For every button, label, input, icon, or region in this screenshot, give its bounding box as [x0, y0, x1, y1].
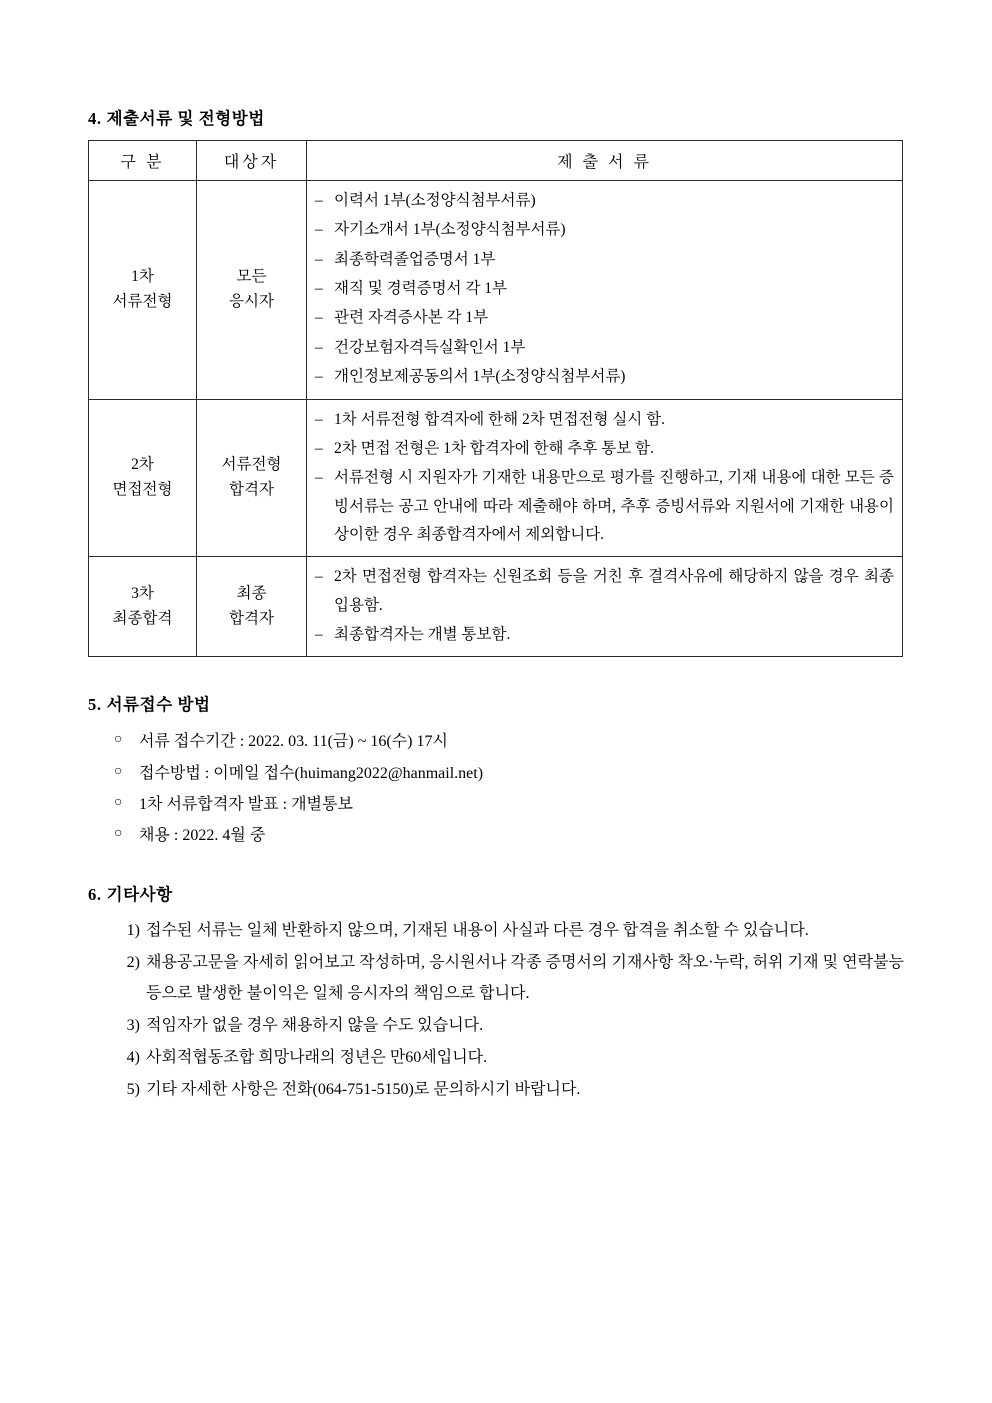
item-text: 채용공고문을 자세히 읽어보고 작성하며, 응시원서나 각종 증명서의 기재사항 착오·누락, 허위 기재 및 연락불능 등으로 발생한 불이익은 일체 응시자의 책임으로 합니다.	[146, 954, 904, 1002]
table-row	[89, 399, 903, 557]
cell-documents-stage3	[307, 557, 903, 657]
list-item: ○ 접수방법 : 이메일 접수(huimang2022@hanmail.net)	[114, 758, 904, 789]
item-text: 사회적협동조합 희망나래의 정년은 만60세입니다.	[146, 1048, 488, 1066]
cell-documents-stage1	[307, 181, 903, 400]
document-list-stage2	[315, 406, 894, 550]
item-marker: 4)	[126, 1048, 140, 1066]
list-item: – 건강보험자격득실확인서 1부	[315, 334, 894, 362]
column-header-documents: 제 출 서 류	[307, 141, 903, 181]
list-item: – 관련 자격증사본 각 1부	[315, 304, 894, 332]
table-row	[89, 557, 903, 657]
category-line-1: 1차	[131, 267, 154, 285]
column-header-target: 대상자	[197, 141, 307, 181]
list-item: – 2차 면접 전형은 1차 합격자에 한해 추후 통보 함.	[315, 435, 894, 463]
target-line-2: 응시자	[229, 292, 274, 310]
document-list-stage1	[315, 187, 894, 392]
section-number: 6.	[88, 885, 102, 905]
document-list-stage3	[315, 563, 894, 649]
cell-category-stage1	[89, 181, 197, 400]
list-item: – 1차 서류전형 합격자에 한해 2차 면접전형 실시 함.	[315, 406, 894, 434]
section-title: 서류접수 방법	[106, 695, 211, 715]
list-item	[114, 916, 904, 947]
list-item: – 최종학력졸업증명서 1부	[315, 246, 894, 274]
list-item: – 개인정보제공동의서 1부(소정양식첨부서류)	[315, 363, 894, 391]
category-line-2: 최종합격	[112, 609, 173, 627]
item-text: 적임자가 없을 경우 채용하지 않을 수도 있습니다.	[146, 1016, 484, 1034]
list-item	[114, 948, 904, 1010]
submission-documents-table	[88, 140, 903, 657]
list-item: ○ 채용 : 2022. 4월 중	[114, 820, 904, 851]
item-marker: 1)	[126, 922, 140, 940]
table-header-row	[89, 141, 903, 181]
column-header-category: 구 분	[89, 141, 197, 181]
item-text: 기타 자세한 사항은 전화(064-751-5150)로 문의하시기 바랍니다.	[146, 1080, 581, 1098]
list-item: – 2차 면접전형 합격자는 신원조회 등을 거친 후 결격사유에 해당하지 않을 경우 최종 입용함.	[315, 563, 894, 620]
target-line-2: 합격자	[229, 480, 274, 498]
section-title: 기타사항	[106, 885, 173, 905]
list-item: ○ 1차 서류합격자 발표 : 개별통보	[114, 789, 904, 820]
table-row	[89, 181, 903, 400]
list-item	[114, 1011, 904, 1042]
category-line-1: 3차	[131, 585, 154, 603]
section-heading-submission	[88, 691, 904, 715]
category-line-2: 서류전형	[112, 292, 173, 310]
item-marker: 5)	[126, 1080, 140, 1098]
list-item: – 이력서 1부(소정양식첨부서류)	[315, 187, 894, 215]
target-line-1: 모든	[236, 267, 267, 285]
cell-category-stage2	[89, 399, 197, 557]
target-line-1: 최종	[236, 585, 267, 603]
list-item	[114, 1043, 904, 1074]
section-heading-documents	[88, 105, 904, 129]
target-line-2: 합격자	[229, 609, 274, 627]
cell-category-stage3	[89, 557, 197, 657]
list-item: – 최종합격자는 개별 통보함.	[315, 621, 894, 649]
cell-documents-stage2	[307, 399, 903, 557]
submission-method-list	[114, 726, 904, 851]
category-line-1: 2차	[131, 456, 154, 474]
target-line-1: 서류전형	[221, 456, 282, 474]
section-title: 제출서류 및 전형방법	[106, 109, 265, 128]
item-marker: 3)	[126, 1016, 140, 1034]
cell-target-stage3	[197, 557, 307, 657]
section-number: 5.	[88, 695, 102, 715]
list-item: – 자기소개서 1부(소정양식첨부서류)	[315, 216, 894, 244]
list-item: – 재직 및 경력증명서 각 1부	[315, 275, 894, 303]
section-number: 4.	[88, 109, 102, 128]
category-line-2: 면접전형	[112, 480, 173, 498]
list-item: – 서류전형 시 지원자가 기재한 내용만으로 평가를 진행하고, 기재 내용에 대한 모든 증빙서류는 공고 안내에 따라 제출해야 하며, 추후 증빙서류와 지원서에 기재한 내용이 상이한 경우 최종합격자에서 제외합니다.	[315, 464, 894, 549]
etc-notes-list	[114, 916, 904, 1105]
cell-target-stage1	[197, 181, 307, 400]
cell-target-stage2	[197, 399, 307, 557]
item-marker: 2)	[126, 954, 140, 972]
section-heading-etc	[88, 881, 904, 905]
list-item	[114, 1075, 904, 1106]
item-text: 접수된 서류는 일체 반환하지 않으며, 기재된 내용이 사실과 다른 경우 합격을 취소할 수 있습니다.	[146, 922, 809, 940]
list-item: ○ 서류 접수기간 : 2022. 03. 11(금) ~ 16(수) 17시	[114, 726, 904, 757]
